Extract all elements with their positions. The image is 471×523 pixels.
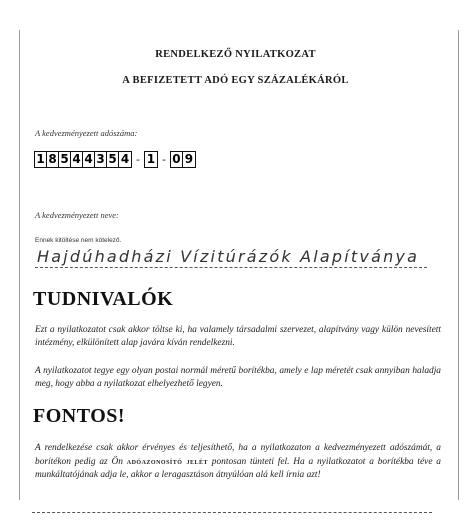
tax-number-group-1[interactable] [34,151,132,168]
digit-box: 1 [35,152,47,167]
form-subtitle: A BEFIZETETT ADÓ EGY SZÁZALÉKÁRÓL [122,75,349,86]
tax-number-label: A kedvezményezett adószáma: [35,128,138,138]
fontos-paragraph [35,442,441,482]
beneficiary-name-handwritten[interactable]: Hajdúhadházi Vízitúrázók Alapítványa [37,247,420,266]
digit-box: 1 [146,151,156,166]
form-title: RENDELKEZŐ NYILATKOZAT [155,49,316,60]
optional-note: Ennek kitöltése nem kötelező. [35,237,122,244]
cut-line [32,512,432,513]
fontos-text-before: A rendelkezése csak akkor érvényes és teljesíthető, ha a nyilatkozaton a kedvezményezett adószámát, a borítékon pedig az Ön [35,443,441,467]
fontos-heading: FONTOS! [33,405,126,427]
tax-number-group-3[interactable] [170,151,196,168]
digit-box: 5 [107,152,119,167]
tax-number-separator: - [136,152,140,166]
frame-left-border [19,30,20,500]
tax-number-field[interactable] [34,150,196,168]
tudnivalok-heading: TUDNIVALÓK [33,288,174,310]
frame-right-border [458,30,459,500]
digit-box: 4 [71,152,83,167]
tudnivalok-paragraph-1: Ezt a nyilatkozatot csak akkor töltse ki, ha valamely társadalmi szervezet, alapítvány vagy külön nevesített intézmény, elkülönített alap javára kíván rendelkezni. [35,325,441,348]
fontos-text-after: pontosan tünteti fel. Ha a nyilatkozatot a borítékba téve a munkáltatójának adja le, akkor a leragasztáson átnyúlóan alá kell írnia azt! [35,457,441,480]
fontos-text-caps: adóazonosító jelét [126,456,209,466]
digit-box: 0 [171,152,183,167]
tax-number-group-2[interactable] [144,151,158,168]
digit-box: 4 [83,152,95,167]
digit-box: 5 [59,152,71,167]
name-underline [35,267,427,268]
digit-box: 9 [184,151,194,166]
digit-box: 4 [120,151,130,166]
tudnivalok-paragraph-2: A nyilatkozatot tegye egy olyan postai normál méretű borítékba, amely e lap méretét csak annyiban haladja meg, hogy abba a nyilatkozat elhelyezhető legyen. [35,366,441,389]
beneficiary-name-label: A kedvezményezett neve: [35,210,119,220]
digit-box: 8 [47,152,59,167]
digit-box: 3 [95,152,107,167]
tax-number-separator: - [161,152,166,166]
